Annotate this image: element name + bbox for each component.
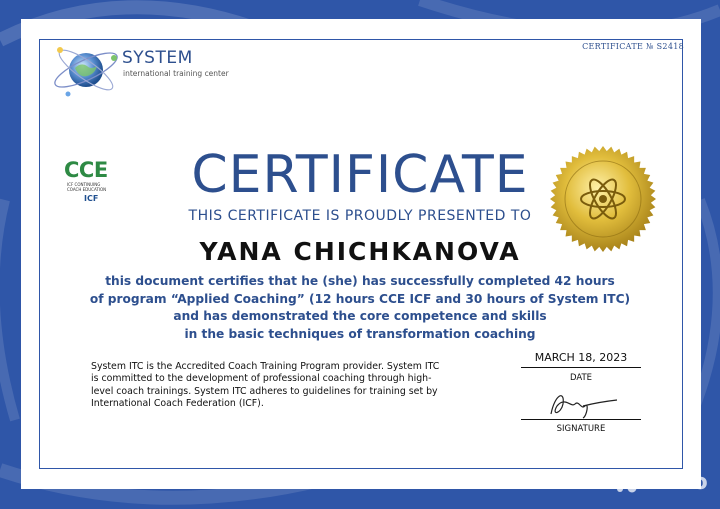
avito-text: Avito bbox=[642, 470, 709, 495]
cce-title: CCE bbox=[64, 158, 108, 182]
icf-label: ICF bbox=[84, 194, 99, 203]
certification-statement bbox=[60, 273, 660, 343]
provider-line: System ITC is the Accredited Coach Training Program provider. System ITC bbox=[91, 361, 440, 372]
statement-line: in the basic techniques of transformation coaching bbox=[184, 326, 536, 341]
globe-atom-icon bbox=[48, 28, 126, 106]
statement-line: of program “Applied Coaching” (12 hours CCE ICF and 30 hours of System ITC) bbox=[89, 291, 631, 306]
certificate-number: CERTIFICATE № S2418 bbox=[582, 42, 684, 51]
provider-line: is committed to the development of professional coaching through high- bbox=[91, 373, 432, 385]
signature-block bbox=[521, 386, 641, 434]
date-value: MARCH 18, 2023 bbox=[521, 351, 641, 368]
provider-statement bbox=[91, 361, 481, 411]
statement-line: and has demonstrated the core competence and skills bbox=[173, 309, 547, 324]
avito-dots-icon bbox=[612, 471, 640, 495]
signature-line bbox=[521, 386, 641, 420]
signature-label: SIGNATURE bbox=[556, 424, 606, 434]
logo-title: SYSTEM bbox=[122, 48, 193, 68]
date-label: DATE bbox=[569, 373, 593, 383]
presented-to-text: THIS CERTIFICATE IS PROUDLY PRESENTED TO bbox=[188, 208, 532, 224]
gold-seal-icon bbox=[549, 145, 657, 253]
avito-watermark bbox=[612, 470, 708, 495]
certificate-heading: CERTIFICATE bbox=[191, 145, 529, 205]
logo-subtitle: international training center bbox=[123, 69, 229, 78]
statement-line: this document certifies that he (she) has successfully completed 42 hours bbox=[105, 274, 615, 288]
cce-line-1: ICF CONTINUING bbox=[67, 182, 101, 187]
signature-scribble bbox=[521, 386, 641, 420]
provider-line: level coach trainings. System ITC adheres to guidelines for training set by bbox=[91, 385, 438, 397]
cce-line-2: COACH EDUCATION bbox=[67, 187, 107, 192]
recipient-name: YANA CHICHKANOVA bbox=[199, 237, 521, 266]
provider-line: International Coach Federation (ICF). bbox=[91, 398, 264, 410]
date-block bbox=[521, 351, 641, 383]
system-itc-logo bbox=[48, 28, 278, 108]
